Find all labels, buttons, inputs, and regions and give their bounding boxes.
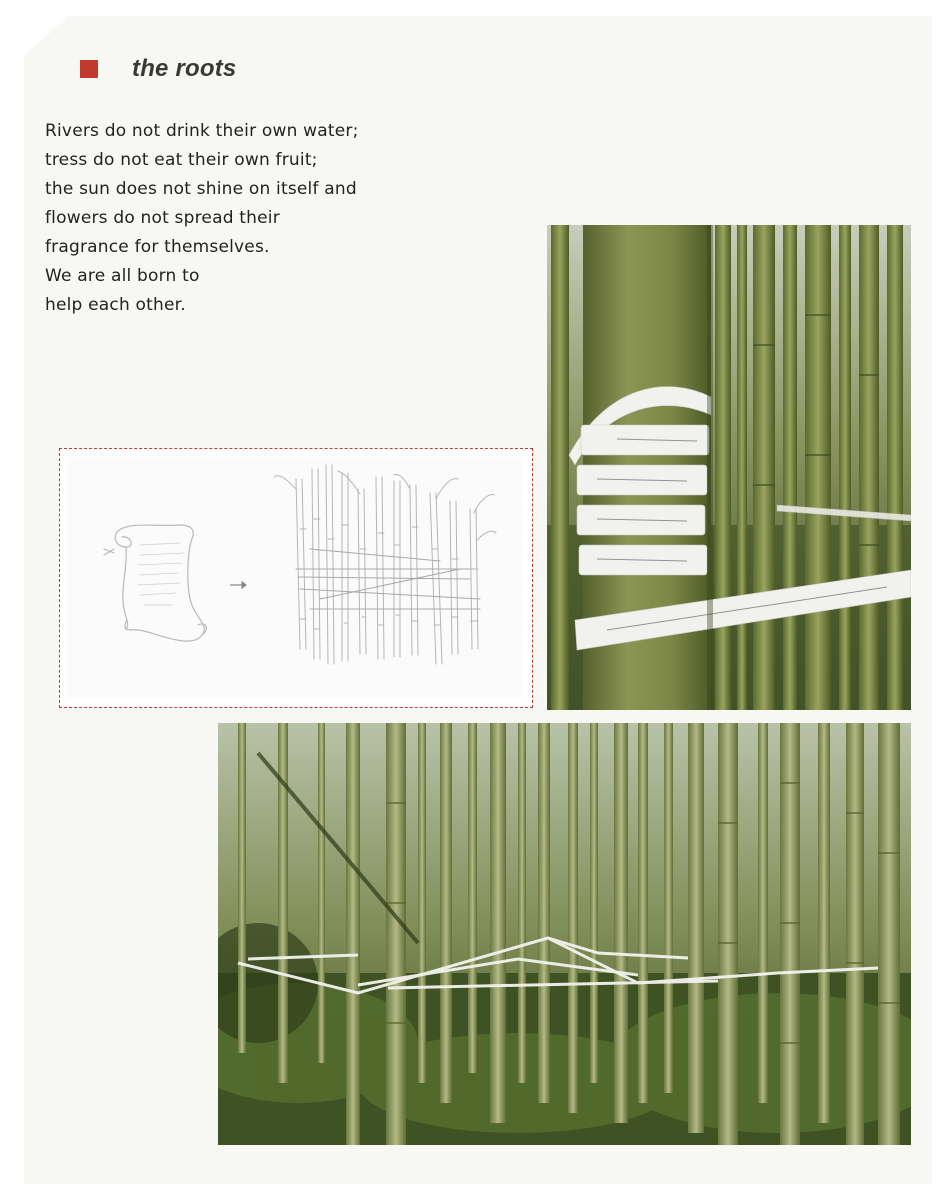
scroll-to-bamboo-sketch-icon — [60, 449, 531, 706]
poem-line: tress do not eat their own fruit; — [45, 150, 318, 170]
sketch-image-frame — [59, 448, 533, 708]
section-heading — [80, 52, 236, 86]
poem-line: Rivers do not drink their own water; — [45, 121, 359, 141]
poem-line: help each other. — [45, 295, 186, 315]
bamboo-forest-with-paper-lines-photo-icon — [218, 723, 911, 1145]
bamboo-wrapped-in-paper-photo-icon — [547, 225, 911, 710]
poem-line: flowers do not spread their — [45, 208, 280, 228]
poem-text — [45, 117, 425, 320]
poem-line: We are all born to — [45, 266, 200, 286]
bamboo-wrapped-in-paper-photo — [547, 225, 911, 710]
bamboo-forest-photo — [218, 723, 911, 1145]
poem-line: fragrance for themselves. — [45, 237, 270, 257]
red-square-icon — [80, 60, 98, 78]
section-title: the roots — [132, 55, 237, 82]
poem-line: the sun does not shine on itself and — [45, 179, 357, 199]
